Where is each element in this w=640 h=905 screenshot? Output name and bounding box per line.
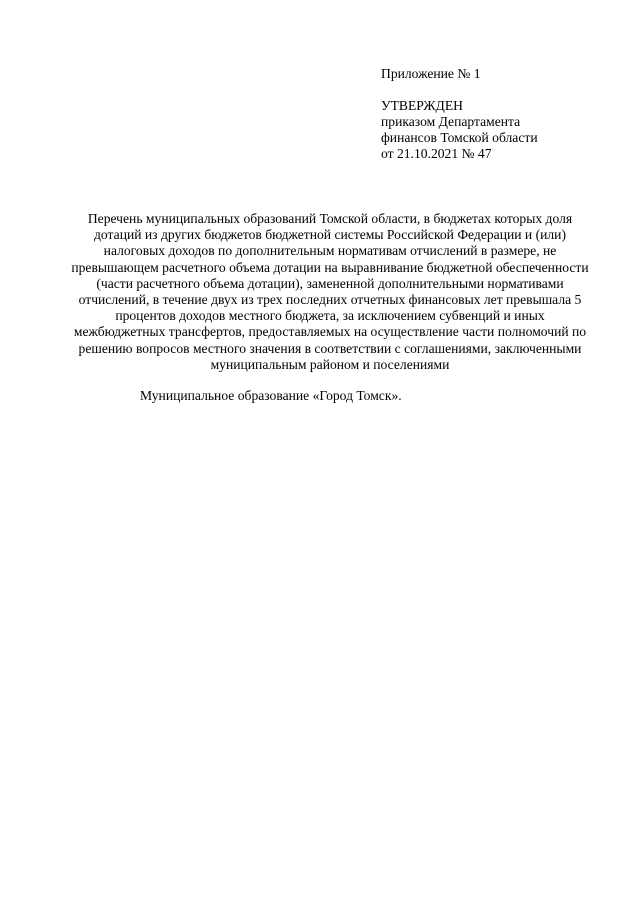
title-line: решению вопросов местного значения в соответствии с соглашениями, заключенными bbox=[78, 340, 582, 356]
title-line: превышающем расчетного объема дотации на выравнивание бюджетной обеспеченности bbox=[71, 259, 589, 275]
spacer bbox=[381, 82, 538, 98]
approval-block bbox=[381, 66, 538, 162]
title-line: процентов доходов местного бюджета, за исключением субвенций и иных bbox=[115, 308, 545, 324]
title-line: (части расчетного объема дотации), замененной дополнительными нормативами bbox=[96, 275, 564, 291]
title-line: отчислений, в течение двух из трех последних отчетных финансовых лет превышала 5 bbox=[78, 292, 582, 308]
title-line: Перечень муниципальных образований Томской области, в бюджетах которых доля bbox=[87, 211, 573, 226]
approval-status: УТВЕРЖДЕН bbox=[381, 98, 463, 113]
title-line: межбюджетных трансфертов, предоставляемых на осуществление части полномочий по bbox=[73, 324, 587, 340]
approval-line: от 21.10.2021 № 47 bbox=[381, 146, 492, 161]
approval-line: приказом Департамента bbox=[381, 114, 521, 129]
document-title bbox=[60, 211, 600, 373]
appendix-label: Приложение № 1 bbox=[381, 66, 481, 81]
title-line: муниципальным районом и поселениями bbox=[210, 356, 450, 372]
approval-line: финансов Томской области bbox=[381, 130, 538, 145]
title-line: налоговых доходов по дополнительным нормативам отчислений в размере, не bbox=[103, 243, 557, 259]
municipality-entry: Муниципальное образование «Город Томск». bbox=[140, 388, 402, 403]
title-line: дотаций из других бюджетов бюджетной системы Российской Федерации и (или) bbox=[94, 227, 566, 243]
